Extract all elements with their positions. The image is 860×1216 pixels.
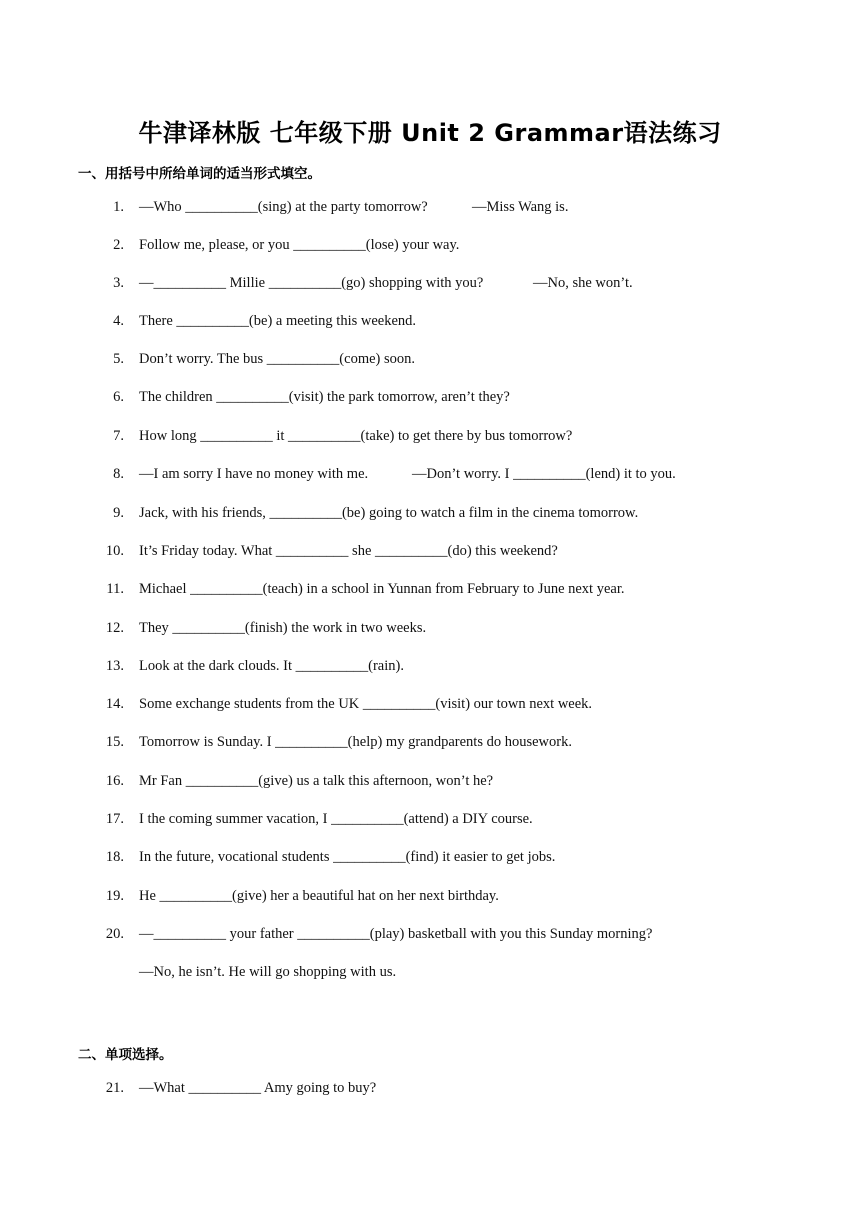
question-item xyxy=(0,734,860,756)
question-item xyxy=(0,543,860,565)
question-number: 15. xyxy=(105,734,124,750)
question-number: 16. xyxy=(105,773,124,789)
section-2-heading: 二、单项选择。 xyxy=(78,1047,173,1063)
question-text: Tomorrow is Sunday. I __________(help) my grandparents do housework. xyxy=(139,734,572,750)
question-item xyxy=(0,428,860,450)
question-number: 21. xyxy=(105,1080,124,1096)
question-text: He __________(give) her a beautiful hat on her next birthday. xyxy=(139,888,499,904)
question-item xyxy=(0,313,860,335)
question-number: 14. xyxy=(105,696,124,712)
question-text: It’s Friday today. What __________ she __________(do) this weekend? xyxy=(139,543,558,559)
question-item xyxy=(0,199,860,221)
question-item xyxy=(0,351,860,373)
question-number: 13. xyxy=(105,658,124,674)
question-item xyxy=(0,773,860,795)
question-text: Jack, with his friends, __________(be) going to watch a film in the cinema tomorrow. xyxy=(139,505,639,521)
question-text: There __________(be) a meeting this weekend. xyxy=(139,313,417,329)
question-text: —__________ Millie __________(go) shopping with you? xyxy=(139,275,484,291)
question-text: Michael __________(teach) in a school in Yunnan from February to June next year. xyxy=(139,581,625,597)
question-number: 17. xyxy=(105,811,124,827)
question-number: 9. xyxy=(113,505,124,521)
question-number: 11. xyxy=(106,581,124,597)
question-response: —Don’t worry. I __________(lend) it to you. xyxy=(412,466,676,482)
question-text: I the coming summer vacation, I __________(attend) a DIY course. xyxy=(139,811,533,827)
question-text: Mr Fan __________(give) us a talk this afternoon, won’t he? xyxy=(139,773,494,789)
question-number: 4. xyxy=(113,313,124,329)
question-item xyxy=(0,275,860,297)
question-item xyxy=(0,658,860,680)
question-number: 8. xyxy=(113,466,124,482)
question-text: —Who __________(sing) at the party tomorrow? xyxy=(139,199,428,215)
question-number: 5. xyxy=(113,351,124,367)
question-text: —I am sorry I have no money with me. xyxy=(139,466,369,482)
question-number: 20. xyxy=(105,926,124,942)
question-response: —Miss Wang is. xyxy=(472,199,569,215)
question-item xyxy=(0,696,860,718)
question-number: 10. xyxy=(105,543,124,559)
question-text: How long __________ it __________(take) to get there by bus tomorrow? xyxy=(139,428,573,444)
question-number: 1. xyxy=(113,199,124,215)
question-text: Some exchange students from the UK __________(visit) our town next week. xyxy=(139,696,593,712)
question-text: In the future, vocational students __________(find) it easier to get jobs. xyxy=(139,849,556,865)
question-number: 6. xyxy=(113,389,124,405)
question-text: —__________ your father __________(play) basketball with you this Sunday morning? xyxy=(139,926,653,942)
section-1-heading: 一、用括号中所给单词的适当形式填空。 xyxy=(78,166,321,182)
question-text: —What __________ Amy going to buy? xyxy=(139,1080,377,1096)
question-item xyxy=(0,505,860,527)
question-item xyxy=(0,466,860,488)
question-text: Don’t worry. The bus __________(come) soon. xyxy=(139,351,416,367)
question-item xyxy=(0,1080,860,1102)
question-text: The children __________(visit) the park tomorrow, aren’t they? xyxy=(139,389,510,405)
question-text: Look at the dark clouds. It __________(rain). xyxy=(139,658,404,674)
question-continuation: —No, he isn’t. He will go shopping with us. xyxy=(139,964,397,980)
question-number: 19. xyxy=(105,888,124,904)
question-item xyxy=(0,849,860,871)
question-number: 12. xyxy=(105,620,124,636)
question-item xyxy=(0,237,860,259)
question-item xyxy=(0,888,860,910)
question-response: —No, she won’t. xyxy=(533,275,633,291)
question-text: They __________(finish) the work in two weeks. xyxy=(139,620,427,636)
question-number: 2. xyxy=(113,237,124,253)
question-item xyxy=(0,581,860,603)
question-number: 7. xyxy=(113,428,124,444)
question-number: 18. xyxy=(105,849,124,865)
page-title: 牛津译林版 七年级下册 Unit 2 Grammar语法练习 xyxy=(138,119,722,147)
question-item xyxy=(0,389,860,411)
question-item xyxy=(0,811,860,833)
question-item xyxy=(0,926,860,948)
question-item xyxy=(0,620,860,642)
question-number: 3. xyxy=(113,275,124,291)
question-text: Follow me, please, or you __________(lose) your way. xyxy=(139,237,460,253)
